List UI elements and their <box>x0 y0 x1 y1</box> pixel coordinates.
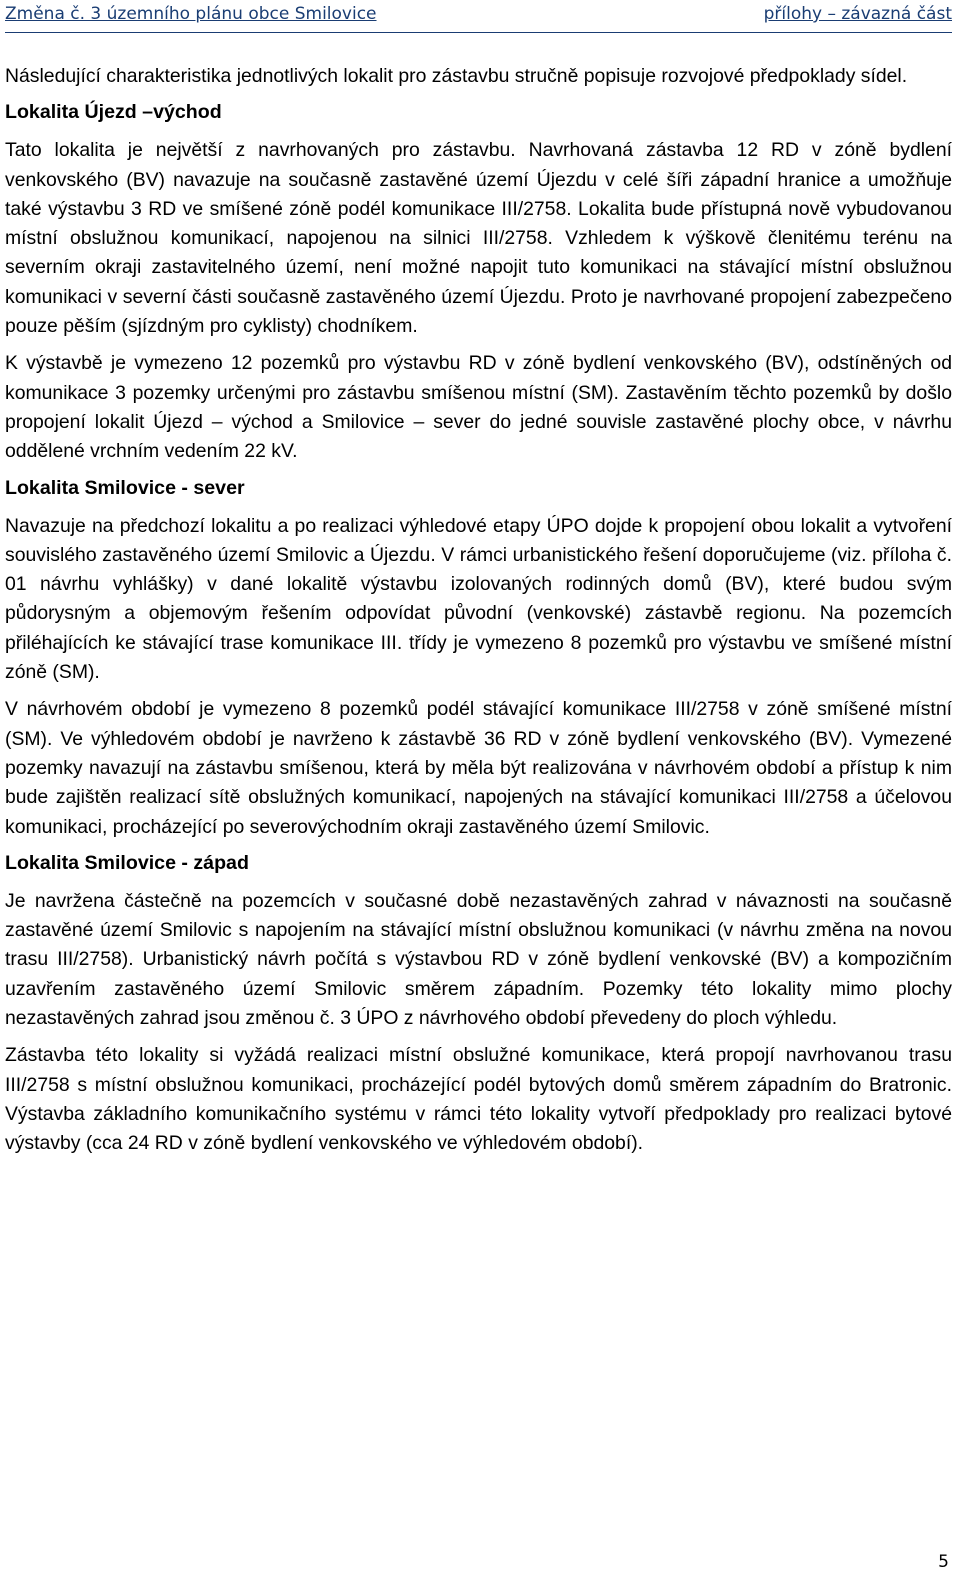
page-number: 5 <box>938 1552 949 1572</box>
header-section-title: přílohy – závazná část <box>763 4 952 24</box>
zapad-paragraph-2: Zástavba této lokality si vyžádá realizaci místní obslužné komunikace, která propojí navrhovanou trasu III/2758 s místní obslužnou komunikaci, procházející podél bytových domů směrem západním do Bratronic. Výstavba základního komunikačního systému v rámci této lokality vytvoří předpoklady pro realizaci bytové výstavby (cca 24 RD v zóně bydlení venkovského ve výhledovém období). <box>5 1044 952 1155</box>
sever-paragraph-2: V návrhovém období je vymezeno 8 pozemků podél stávající komunikace III/2758 v zóně smíšené místní (SM). Ve výhledovém období je navrženo k zástavbě 36 RD v zóně bydlení venkovského (BV). Vymezené pozemky navazují na zástavbu smíšenou, která by měla být realizována v návrhovém období a přístup k nim bude zajištěn realizací sítě obslužných komunikací, napojených na stávající komunikaci III/2758 a účelovou komunikaci, procházející po severovýchodním okraji zastavěného území Smilovic. <box>5 698 952 838</box>
heading-smilovice-zapad: Lokalita Smilovice - západ <box>5 851 249 874</box>
ujezd-paragraph-2: K výstavbě je vymezeno 12 pozemků pro výstavbu RD v zóně bydlení venkovského (BV), odstíněných od komunikace 3 pozemky určenými pro zástavbu smíšenou místní (SM). Zastavěním těchto pozemků by došlo propojení lokalit Újezd – východ a Smilovice – sever do jedné souvisle zastavěné plochy obce, v návrhu oddělené vrchním vedením 22 kV. <box>5 352 952 463</box>
heading-smilovice-sever: Lokalita Smilovice - sever <box>5 476 245 499</box>
page-content <box>5 62 952 1167</box>
header-document-title: Změna č. 3 územního plánu obce Smilovice <box>5 4 377 24</box>
ujezd-paragraph-1: Tato lokalita je největší z navrhovaných pro zástavbu. Navrhovaná zástavba 12 RD v zóně bydlení venkovského (BV) navazuje na současně zastavěné území Újezdu v celé šíři západní hranice a umožňuje také výstavbu 3 RD ve smíšené zóně podél komunikace III/2758. Lokalita bude přístupná nově vybudovanou místní obslužnou komunikací, napojenou na silnici III/2758. Vzhledem k výškově členitému terénu na severním okraji zastavitelného území, není možné napojit tuto komunikaci na stávající místní obslužnou komunikaci v severní části současně zastavěného území Újezdu. Proto je navrhované propojení zabezpečeno pouze pěším (sjízdným pro cyklisty) chodníkem. <box>5 139 952 338</box>
heading-ujezd-vychod: Lokalita Újezd –východ <box>5 101 222 124</box>
zapad-paragraph-1: Je navržena částečně na pozemcích v současné době nezastavěných zahrad v návaznosti na současně zastavěné území Smilovic s napojením na stávající místní obslužnou komunikaci (v návrhu změna na novou trasu III/2758). Urbanistický návrh počítá s výstavbou RD v zóně bydlení venkovské (BV) a kompozičním uzavřením zastavěného území Smilovic směrem západním. Pozemky této lokality mimo plochy nezastavěných zahrad jsou změnou č. 3 ÚPO z návrhového období převedeny do ploch výhledu. <box>5 889 952 1030</box>
sever-paragraph-1: Navazuje na předchozí lokalitu a po realizaci výhledové etapy ÚPO dojde k propojení obou lokalit a vytvoření souvislého zastavěného území Smilovic a Újezdu. V rámci urbanistického řešení doporučujeme (viz. příloha č. 01 návrhu vyhlášky) v dané lokalitě výstavbu izolovaných rodinných domů (BV), které budou svým půdorysným a objemovým řešením odpovídat původní (venkovské) zástavbě regionu. Na pozemcích přiléhajících ke stávající trase komunikace III. třídy je vymezeno 8 pozemků pro výstavbu ve smíšené místní zóně (SM). <box>5 514 952 684</box>
page-header <box>5 0 952 33</box>
intro-paragraph: Následující charakteristika jednotlivých lokalit pro zástavbu stručně popisuje rozvojové předpoklady sídel. <box>5 65 908 87</box>
